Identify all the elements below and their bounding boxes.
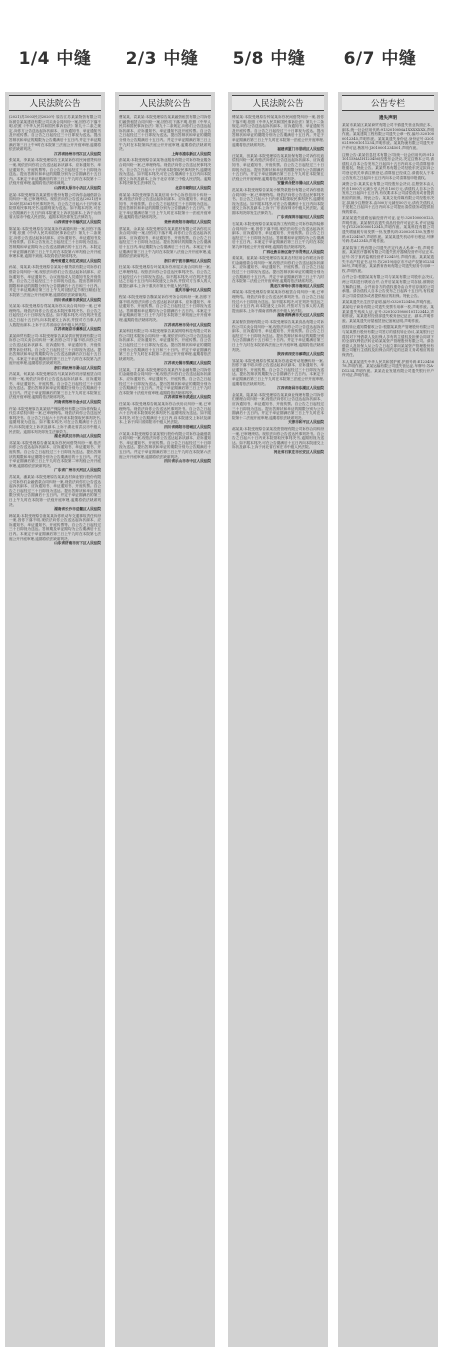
court-name: 山西省晋中市榆次区人民法院 [54, 220, 101, 225]
court-name: 四川省绵阳市涪城区人民法院 [164, 425, 211, 429]
court-name: 贵州省贵阳市南明区人民法院 [164, 220, 211, 225]
notice-text: 合并公告:根据某某有限公司与某某有限公司股东会决议,两公司拟进行吸收合并,合并后某某有限公司存续,被吸收方解散注销。合并前各方的债权债务由合并后存续的公司承继。请各债权人自本公告发布之日起四十五日内,有权要求公司清偿债务或者提供相应的担保。特此公告。 [342, 275, 434, 298]
court-name: 广东省深圳市福田区人民法院 [277, 215, 324, 220]
notice-item [9, 227, 101, 264]
notice-text: 许某:本院受理原告某某财产保险股份有限公司诉你保险人代位求偿权纠纷一案,已审理终结。现依法向你公告送达民事判决书。自公告之日起六十日内来本院领取民事判决书,逾期则视为送达。如不服本判决,可在公告期满后十五日内,向本院递交上诉状及副本,上诉于湖北省武汉市中级人民法院。逾期本判决即发生法律效力。 [9, 406, 101, 434]
notice-text: 孙某、周某某:本院受理原告某某小额贷款有限公司诉你们借款合同纠纷一案,现依法向你们公告送达起诉状副本、应诉通知书、举证通知书、合议庭组成人员通知书及开庭传票。自公告之日起经过三十日即视为送达。提出答辩状的期限和举证的期限分别为公告期满后十五日和三十日内。并定于举证期满后第三日上午九时(遇法定节假日顺延)在本院第三法庭公开开庭审理,逾期将依法缺席裁判。 [9, 265, 101, 297]
notice-text: 某某装饰工程有限公司遗失法定代表人私章一枚,声明作废。某某医疗器械有限公司遗失医疗器械经营许可证正本,证号:苏宁食药监械经营许12345号,声明作废。某某某遗失不动产权证书,证号:苏(2019)南京市不动产权第0123456号,声明作废。某某教育咨询有限公司遗失财务专用章一枚,声明作废。 [342, 245, 434, 273]
notice-item [119, 115, 211, 156]
court-name: 天津市和平区人民法院 [288, 420, 324, 425]
court-name: 江苏省无锡市梁溪区人民法院 [164, 361, 211, 366]
notice-item [342, 153, 434, 181]
court-name: 四川省成都市武侯区人民法院 [54, 297, 101, 302]
notice-item [9, 372, 101, 404]
notice-text: 某某市某某区某某商贸有限公司不慎遗失营业执照正本、副本,统一社会信用代码:91320100MA1XXXXXXX,声明作废。某某建筑工程有限公司遗失公章一枚,编号:3201000012345,声明作废。某某某遗失身份证,身份证号:320102199001011234,声明作废。某某物流有限公司遗失开户许可证,核准号:J3010001234501,声明作废。 [342, 123, 434, 150]
notice-item [119, 329, 211, 366]
notice-text: (2021)苏1003民初2020号 原告江苏某某物资有限公司诉被告某某建设有限公司买卖合同纠纷一案,因你方下落不明,依照《中华人民共和国民事诉讼法》第九十二条之规定,向你方公告送达起诉状副本、应诉通知书、举证通知书及开庭传票。自公告之日起经过三十日即视为送达。提出答辩状和举证的期限为公告期满后十五日内,并定于举证期满后第三日上午9时在本院第三法庭公开开庭审理,逾期将依法缺席判决。 [9, 115, 101, 152]
court-name: 福建省厦门市思明区人民法院 [277, 147, 324, 152]
notice-text: 某某某遗失道路运输经营许可证,证号:320100000123,声明作废。某某餐饮店遗失食品经营许可证正本,许可证编号:JY13201000012345,声明作废。某某科技有限公司遗失增值税专用发票一份,发票代码:3200201130,发票号码:01234567,声明作废。某某某遗失机动车行驶证,号牌号码:苏A12345,声明作废。 [342, 216, 434, 244]
notice-text: 姜某某、崔某某:本院受理原告某某农村信用合作联社诉你们金融借款合同纠纷一案,现依法向你们公告送达起诉状副本、应诉通知书、举证通知书、开庭传票。自公告之日起经过三十日即视为送达。提出答辩状和举证的期限分别为公告期满后十五日内。并定于举证期满后第三日上午九时在本院第二法庭公开开庭审理,逾期将依法缺席判决。 [232, 256, 324, 284]
notice-item [342, 246, 434, 274]
notice-item [232, 188, 324, 220]
court-name: 河南省郑州市金水区人民法院 [54, 400, 101, 405]
column-header-5-8: 5/8 中缝 [232, 49, 306, 69]
notice-item [9, 334, 101, 371]
notice-item [342, 300, 434, 323]
notice-text: 某某餐饮管理有限公司:本院受理原告某某食品有限公司诉你公司买卖合同纠纷一案,现依法向你公司公告送达起诉状副本、应诉通知书、举证通知书、开庭传票。自公告之日起经过三十日即视为送达。提出答辩状和举证的期限分别为公告期满后十五日和三十日内。并定于举证期满后第三日上午九时在本院第四法庭公开开庭审理,逾期将依法缺席判决。 [232, 319, 324, 352]
notice-text: 冯某某、何某某:本院受理原告马某某诉你们房屋租赁合同纠纷一案,现依法向你们公告送达起诉状副本、应诉通知书、举证通知书、开庭传票。自公告之日起经过三十日即视为送达。提出答辩状和举证的期限分别为公告期满后十五日内。并定于举证期满后的第三日上午九时在本院第五法庭开庭审理,逾期将依法缺席判决。 [9, 372, 101, 400]
column-strip-2-3 [115, 92, 215, 1347]
notice-item [342, 123, 434, 151]
column-strip-1-4 [5, 92, 105, 1347]
strip-title: 公告专栏 [342, 95, 434, 111]
court-name: 湖南省长沙市岳麓区人民法院 [54, 507, 101, 512]
notice-text: 赵某:本院受理原告某某银行股份有限公司诉你金融借款合同纠纷一案,已审理终结。现依法向你公告送达(2021)晋0105民初3561号民事判决书。自公告之日起六十日内来本院领取民事判决书,逾期则视为送达。如不服本判决,可在公告期满后十五日内向本院递交上诉状及副本,上诉于山西省太原市中级人民法院。逾期本判决即发生法律效力。 [9, 192, 101, 220]
strip-title: 人民法院公告 [232, 95, 324, 111]
court-name: 湖南省株洲市天元区人民法院 [277, 313, 324, 318]
strip-title: 人民法院公告 [9, 95, 101, 111]
notice-item [9, 265, 101, 302]
court-name: 重庆市渝中区人民法院 [175, 288, 211, 293]
notice-text: 本人某某某遗失中华人民共和国护照,护照号码:E12345678,声明作废。某某运输有限公司遗失营运证,车牌号:苏A·D1234,声明作废。某某农业发展有限公司遗失银行开户许可证,声明作废。 [342, 359, 434, 378]
notice-item [119, 158, 211, 190]
notice-item [232, 393, 324, 425]
notice-item [119, 368, 211, 400]
court-name: 上海市浦东新区人民法院 [171, 151, 211, 156]
column-header-6-7: 6/7 中缝 [343, 49, 417, 69]
notice-text: 曹某某、袁某某:本院受理原告某某融资租赁有限公司诉你们融资租赁合同纠纷一案,因你们下落不明,依照《中华人民共和国民事诉讼法》第九十二条规定,向你们公告送达起诉状副本、应诉通知书、举证通知书及开庭传票。自公告之日起经过三十日即视为送达。提出答辩状和举证的期限分别为公告期满后十五日内。并定于举证期满后第三日上午九时在本院第四法庭公开开庭审理,逾期将依法缺席判决。 [119, 115, 211, 152]
notice-item [119, 432, 211, 464]
court-name: 山西省太原市小店区人民法院 [54, 185, 101, 190]
notice-item [232, 427, 324, 455]
notice-item [232, 115, 324, 152]
notice-text: 蔡某某、余某某:本院受理原告某某建材有限公司诉你们买卖合同纠纷一案,因你们下落不明,向你们公告送达起诉状副本、应诉通知书、举证通知书、开庭传票。自公告之日起经过三十日即视为送达。提出答辩状的期限为公告期满后十五日内,举证期限为公告期满后三十日内。本案定于举证期满后第三日上午九时在本院第八法庭公开开庭审理,逾期将依法缺席判决。 [119, 226, 211, 259]
notice-text: 苏某某、潘某某:本院受理原告某某农村商业银行股份有限公司诉你们金融借款合同纠纷一案,现依法向你们公告送达起诉状副本、应诉通知书、举证通知书、开庭传票。自公告之日起经过三十日即视为送达。提出答辩状和举证的期限分别为公告期满后十五日内。并定于举证期满后的第三日上午九时在本院第一法庭开庭审理,逾期将依法缺席判决。 [9, 474, 101, 507]
court-name: 江苏省扬州市邗江区人民法院 [54, 151, 101, 156]
notice-item [232, 256, 324, 288]
notice-text: 蒋某某:本院受理原告某某信用卡中心诉你信用卡纠纷一案,现依法向你公告送达起诉状副本、应诉通知书、举证通知书、开庭传票。自公告之日起经过三十日即视为送达。提出答辩状和举证的期限分别为公告期满后十五日内。并定于举证期满后第三日上午九时在本院第十一法庭开庭审理,逾期将依法缺席判决。 [119, 192, 211, 220]
notice-text: 石某某:本院受理原告某某装饰工程有限公司诉你装饰装修合同纠纷一案,因你下落不明,现依法向你公告送达起诉状副本、应诉通知书、举证通知书、开庭传票。自公告之日起经过三十日即视为送达。答辩期和举证期均为公告期满后十五日内。本案定于举证期满后第三日上午九时在本院第九审判庭公开开庭审理,逾期将依法缺席判决。 [232, 222, 324, 250]
notice-item [342, 275, 434, 298]
notice-item [342, 182, 434, 214]
notice-item [9, 193, 101, 225]
notice-text: 谭某某:本院受理原告廖某某诉你租赁合同纠纷一案,已审理终结。现依法向你公告送达民事判决书。自公告之日起经过六十日即视为送达。如不服本判决,可在判决书送达之日起十五日内,向本院递交上诉状,并按对方当事人的人数提出副本,上诉于湖南省株洲市中级人民法院。 [232, 290, 324, 313]
notice-text: 范某某:本院受理原告某某小额贷款股份有限公司诉你借款合同纠纷一案,已审理终结。现依法向你公告送达民事判决书。自公告之日起六十日内来本院领取民事判决书,逾期则视为送达。如不服本判决,可在公告期满后十五日内向本院递交上诉状及副本,上诉于广东省深圳市中级人民法院。逾期本判决即发生法律效力。 [232, 187, 324, 215]
strip-body [119, 115, 211, 1340]
notice-text: 汪某某、田某某:本院受理原告某某担保有限公司诉你们追偿权纠纷一案,现依法向你们公告送达起诉状副本、应诉通知书、举证通知书、开庭传票。自公告之日起经过三十日即视为送达。提出答辩状和举证的期限分别为公告期满后十五日内。并定于举证期满后第三日上午九时在本院第五法庭公开开庭审理,逾期将依法缺席判决。 [232, 153, 324, 181]
court-name: 四川省乐山市市中区人民法院 [164, 459, 211, 464]
court-name: 浙江省宁波市鄞州区人民法院 [164, 258, 211, 263]
court-name: 北京市朝阳区人民法院 [175, 185, 211, 190]
court-name: 贵州省遵义市红花岗区人民法院 [50, 258, 101, 263]
court-name: 黑龙江省哈尔滨市南岗区人民法院 [270, 283, 324, 288]
strip-body [9, 115, 101, 1340]
notice-item [119, 295, 211, 327]
notice-text: 任某某:本院受理原告姚某某诉你合伙协议纠纷一案,已审理终结。现依法向你公告送达民事判决书。自公告之日起六十日内来本院领取民事判决书,逾期则视为送达。如不服本判决,可在公告期满后十五日内,向本院递交上诉状及副本,上诉于四川省绵阳市中级人民法院。 [119, 402, 211, 425]
court-name: 山东省济南市历下区人民法院 [54, 541, 101, 546]
notice-item [9, 407, 101, 439]
notice-text: 郝某某:本院受理原告某某投资管理有限公司诉你合同纠纷一案,已审理终结。现依法向你公告送达民事判决书。自公告之日起六十日内来本院领取民事判决书,逾期则视为送达。如不服本判决,可在公告期满后十五日内向本院递交上诉状及副本,上诉于河北省石家庄市中级人民法院。 [232, 427, 324, 450]
column-strip-6-7 [338, 92, 438, 1347]
court-name: 江西省南昌市东湖区人民法院 [277, 386, 324, 391]
notice-text: 卢某某:本院受理原告某某银行股份有限公司诉你金融借款合同纠纷一案,现依法向你公告送达起诉状副本、应诉通知书、举证通知书、开庭传票。自公告之日起经过三十日即视为送达。提出答辩状和举证的期限分别为公告期满后十五日内。并定于举证期满后第三日上午九时在本院第六法庭公开开庭审理,逾期将依法缺席判决。 [119, 431, 211, 459]
notice-text: 某某某遗失出生医学证明,编号:O320123456,声明作废。某某电子商务有限公司遗失发票专用章一枚,声明作废。某某某遗失残疾人证,证号:32010219800101123442,声明作废。某某建材经营部遗失税务登记证正、副本,声明作废。某某某遗失房屋租赁登记备案证明,声明作废。 [342, 300, 434, 323]
notice-text: 减资公告:某某实业有限公司经股东会决议,注册资本由人民币1000万元减少至人民币100万元,请债权人自本公告发布之日起四十五日内,有权要求本公司清偿债务或者提供相应的担保。特此公告。某某文化传媒有限公司经股东决定,拟减少注册资本,由500万元减至50万元,请有关债权人于见报之日起四十五日内向本公司提出清偿债务或提供担保的要求。 [342, 182, 434, 214]
notice-item [342, 216, 434, 244]
notice-text: 邓某某:本院受理原告谢某某诉你民间借贷纠纷一案,依法向你公告送达起诉状副本、应诉通知书、举证通知书、开庭传票。自公告之日起经过三十日即视为送达。提出答辩状的期限和举证期限分别为公告期满后的十五日内。并定于举证期满后第三日上午九时在本院第二审判庭公开开庭审理,逾期将依法缺席判决。 [9, 440, 101, 468]
notice-item [232, 222, 324, 254]
strip-subtitle: 遗失声明 [379, 116, 397, 121]
notice-item [119, 227, 211, 264]
notice-text: 金某某、陆某某:本院受理原告某某商业保理有限公司诉你们保理合同纠纷一案,现依法向你们公告送达起诉状副本、应诉通知书、举证通知书、开庭传票。自公告之日起经过三十日即视为送达。提出答辩状和举证的期限分别为公告期满后十五日内。并定于举证期满后第三日上午九时在本院第十二法庭开庭审理,逾期将依法缺席判决。 [232, 392, 324, 420]
notice-item [9, 115, 101, 156]
notice-text: 某某科技有限公司:本院受理原告某某网络科技有限公司诉你公司技术服务合同纠纷一案,现依法向你公司公告送达起诉状副本、应诉通知书、举证通知书、开庭传票。自公告之日起经过三十日即视为送达。提出答辩状和举证的期限分别为公告期满后十五日和三十日内。并定于举证期满后第三日上午九时在本院第二法庭公开开庭审理,逾期将依法缺席判决。 [119, 329, 211, 361]
notice-item [9, 441, 101, 473]
court-name: 河北省石家庄市长安区人民法院 [273, 449, 324, 454]
notice-item [119, 402, 211, 430]
notice-text: 沈某某、丁某某:本院受理原告某某汽车金融有限公司诉你们金融借款合同纠纷一案,现依法向你们公告送达起诉状副本、应诉通知书、举证通知书、开庭传票。自公告之日起经过三十日即视为送达。提出答辩状和举证的期限分别为公告期满后十五日内。并定于举证期满后第三日上午九时在本院第十法庭开庭审理,逾期将依法缺席判决。 [119, 367, 211, 395]
notice-text: 彭某某:本院受理原告某某物业服务有限公司诉你物业服务合同纠纷一案,已审理终结。现依法向你公告送达民事判决书。自公告之日起六十日内来本院领取民事判决书,逾期则视为送达。如不服本判决,可在公告期满后十五日内向本院递交上诉状及副本,上诉于北京市第三中级人民法院。逾期本判决即发生法律效力。 [119, 158, 211, 186]
court-name: 广西壮族自治区南宁市青秀区人民法院 [262, 249, 324, 254]
notice-text: 吴某某:本院受理原告郑某某诉你买卖合同纠纷一案,已审理终结。现依法向你公告送达本院民事判决书。自公告之日起经过六十日即视为送达。如不服本判决,可在判决书送达之日起十五日内,向本院递交上诉状,并按对方当事人的人数提出副本,上诉于江苏省南京市中级人民法院。 [9, 304, 101, 327]
notice-text: 邹某某:本院受理原告熊某某诉你追索劳动报酬纠纷一案,因你下落不明,向你公告送达起诉状副本、应诉通知书、举证通知书、开庭传票。自公告之日起经过三十日即视为送达。提出答辩状的期限为公告期满后十五日内。本案定于举证期满后第三日上午九时在本院第三法庭公开开庭审理,逾期将依法缺席判决。 [232, 358, 324, 386]
column-strip-5-8 [228, 92, 328, 1347]
notice-text: 程某:本院受理原告魏某某诉你劳务合同纠纷一案,因你下落不明,现依法向你公告送达起诉状副本、应诉通知书、举证通知书、开庭传票。自公告之日起经过三十日即视为送达。答辩期和举证期均为公告期满后十五日内。本案定于举证期满后第三日上午九时在本院第三审判庭公开开庭审理,逾期将依法缺席判决。 [119, 294, 211, 322]
notice-text: 韩某某:本院受理原告唐某某诉你机动车交通事故责任纠纷一案,因你下落不明,现依法向你公告送达起诉状副本、应诉通知书、举证通知书、开庭传票等。自公告之日起经过三十日即视为送达。答辩期及举证期均为公告期满后十五日内。本案定于举证期满后第三日上午九时在本院第七法庭公开开庭审理,逾期将依法缺席判决。 [9, 513, 101, 541]
notice-text: 傅某某:本院受理原告钟某某诉你民间借贷纠纷一案,因你下落不明,依照《中华人民共和国民事诉讼法》第九十二条规定,向你公告送达起诉状副本、应诉通知书、举证通知书及开庭传票。自公告之日起经过三十日即视为送达。提出答辩状和举证的期限分别为公告期满后十五日内。并定于举证期满后第三日上午九时在本院第一法庭公开开庭审理,逾期将依法缺席判决。 [232, 115, 324, 147]
notice-item [9, 514, 101, 546]
notice-item [232, 359, 324, 391]
notice-item [232, 320, 324, 357]
column-header-1-4: 1/4 中缝 [18, 49, 92, 69]
court-name: 安徽省合肥市蜀山区人民法院 [277, 181, 324, 186]
strip-body [232, 115, 324, 1340]
notice-item [119, 193, 211, 225]
court-name: 广东省广州市天河区人民法院 [54, 468, 101, 473]
notice-text: 杜某某:本院受理原告叶某某诉你房屋买卖合同纠纷一案,已审理终结。现依法向你公告送达民事判决书。自公告之日起经过六十日即视为送达。如不服本判决,可在判决书送达之日起十五日内向本院递交上诉状,并按对方当事人的人数提出副本,上诉于重庆市第五中级人民法院。 [119, 265, 211, 288]
notice-item [232, 154, 324, 186]
notice-item [342, 325, 434, 357]
notice-text: 陈某某:本院受理原告刘某某诉你离婚纠纷一案,因你下落不明,依照《中华人民共和国民事诉讼法》第九十二条规定,向你公告送达起诉状副本、应诉通知书、举证通知书及开庭传票。自本公告发出之日起经过三十日即视为送达。答辩期和举证期均为公告送达期满后的十五日内。本院定于举证期满后第三日上午九时在本院第六审判庭公开开庭审理本案,逾期不到庭,本院将依法缺席判决。 [9, 226, 101, 259]
notice-item [9, 304, 101, 332]
notice-text: 张某某、李某某:本院受理原告王某某诉你们民间借贷纠纷一案,现依法向你们公告送达起诉状副本、应诉通知书、举证通知书、开庭传票等。自公告之日起经过三十日即视为送达。提出答辩状和举证的期限分别为公告期满后十五日内。本案定于举证期满后的第三日上午九时在本院第十二法庭开庭审理,逾期将依法缺席裁判。 [9, 158, 101, 186]
notice-item [232, 290, 324, 318]
notice-item [342, 360, 434, 378]
court-name: 湖北省武汉市洪山区人民法院 [54, 434, 101, 439]
court-name: 江苏省苏州市吴中区人民法院 [164, 322, 211, 327]
notice-text: 注销公告:某某信息技术有限公司(统一社会信用代码:91310115MA1H123456)经股东会决议,决定注销本公司,请债权人自本公告发布之日起四十五日内向本公司清算组申报债权。特此公告。某某贸易有限公司经股东决定拟向公司登记机关申请注销登记,清算组已经成立,请债权人于本公告发布之日起四十五日内向本公司清算组申报债权。 [342, 152, 434, 180]
court-name: 江苏省常州市武进区人民法院 [164, 395, 211, 400]
court-name: 浙江省杭州市萧山区人民法院 [54, 365, 101, 370]
court-name: 陕西省西安市雁塔区人民法院 [277, 352, 324, 357]
notice-text: 债权转让通知暨催收公告:根据某某资产管理股份有限公司与某某银行股份有限公司签订的债权转让协议,某某银行已将其对下列借款人及担保人享有的主债权及担保合同项下的全部权利依法转让给某某资产管理股份有限公司。请各借款人及担保人从公告之日起立即向某某资产管理股份有限公司履行主债权及担保合同约定的还款义务或相应的担保责任。 [342, 325, 434, 357]
notice-item [9, 158, 101, 190]
notice-text: 某某商贸有限公司:本院受理原告某某供应链管理有限公司诉你公司买卖合同纠纷一案,因你公司下落不明,向你公司公告送达起诉状副本、应诉通知书、举证通知书、开庭传票等诉讼材料。自公告之日起经过三十日即视为送达。提出答辩状和举证的期限均为公告送达期满后次日起十五日内。本案定于举证期满后的第三日上午九时在本院第九法庭开庭审理,逾期将依法缺席判决。 [9, 333, 101, 366]
column-header-2-3: 2/3 中缝 [125, 49, 199, 69]
strip-body [342, 123, 434, 1347]
strip-title: 人民法院公告 [119, 95, 211, 111]
notice-item [119, 265, 211, 293]
notice-item [9, 475, 101, 512]
court-name: 江苏省南京市秦淮区人民法院 [54, 327, 101, 332]
